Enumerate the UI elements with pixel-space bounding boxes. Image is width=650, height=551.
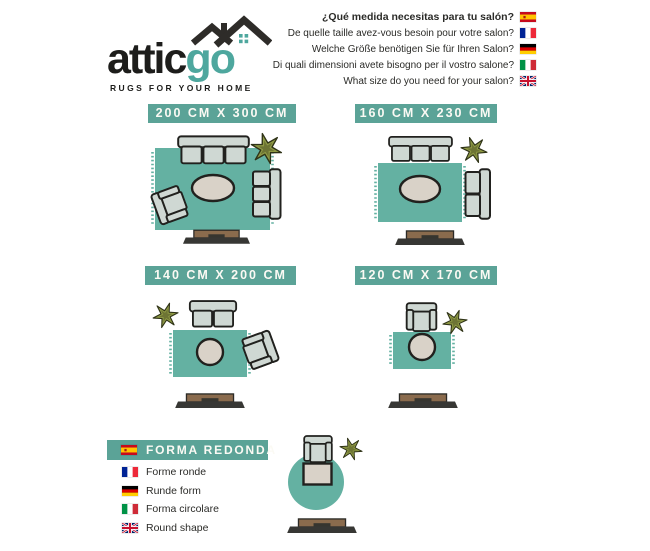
flag-france-icon <box>122 467 138 477</box>
coffee-table-icon <box>400 176 440 202</box>
coffee-table-icon <box>192 175 234 201</box>
translation-text: Round shape <box>146 521 209 534</box>
flag-france-icon <box>520 28 536 38</box>
brand-tagline: RUGS FOR YOUR HOME <box>110 83 253 93</box>
room-illustration-round <box>280 425 400 551</box>
tv-stand-icon <box>183 230 250 244</box>
plant-icon <box>151 302 180 329</box>
tv-stand-icon <box>388 394 458 408</box>
translation-english <box>122 519 219 538</box>
tv-stand-icon <box>395 231 465 245</box>
room-illustration-200x300 <box>140 125 305 255</box>
translation-text: Forma circolare <box>146 503 219 516</box>
plant-icon <box>441 309 469 334</box>
coffee-table-icon <box>409 334 435 360</box>
size-banner-120x170: 120 CM X 170 CM <box>355 266 497 285</box>
question-text: De quelle taille avez-vous besoin pour votre salon? <box>287 27 514 39</box>
room-illustration-160x230 <box>348 125 513 255</box>
language-questions <box>256 9 536 89</box>
question-french <box>256 25 536 41</box>
flag-spain-icon <box>520 12 536 22</box>
sofa-side-icon <box>466 169 491 219</box>
round-shape-title: FORMA REDONDA <box>146 443 277 457</box>
translation-french <box>122 463 219 482</box>
question-text: Di quali dimensioni avete bisogno per il vostro salone? <box>272 59 514 71</box>
question-spanish <box>256 9 536 25</box>
armchair-icon <box>407 303 437 331</box>
table-icon <box>304 464 332 485</box>
question-italian <box>256 57 536 73</box>
size-banner-200x300: 200 CM X 300 CM <box>148 104 296 123</box>
coffee-table-icon <box>197 339 223 365</box>
brand-go: go <box>185 35 234 83</box>
translation-german <box>122 482 219 501</box>
flag-uk-icon <box>122 523 138 533</box>
question-text: ¿Qué medida necesitas para tu salón? <box>322 11 514 23</box>
flag-uk-icon <box>520 76 536 86</box>
room-illustration-140x200 <box>140 285 305 415</box>
sofa-icon <box>178 136 249 163</box>
flag-spain-icon <box>121 445 137 455</box>
plant-icon <box>338 437 364 461</box>
flag-italy-icon <box>520 60 536 70</box>
question-text: Welche Größe benötigen Sie für Ihren Salon? <box>311 43 514 55</box>
room-illustration-120x170 <box>348 285 513 415</box>
question-text: What size do you need for your salon? <box>343 75 514 87</box>
question-german <box>256 41 536 57</box>
round-shape-banner <box>107 440 277 460</box>
tv-stand-icon <box>175 394 245 408</box>
sofa-icon <box>190 301 236 326</box>
tv-stand-icon <box>287 519 357 533</box>
sofa-icon <box>389 137 452 161</box>
question-english <box>256 73 536 89</box>
sofa-side-icon <box>253 169 281 219</box>
flag-germany-icon <box>122 486 138 496</box>
brand-wordmark <box>107 35 234 83</box>
plant-icon <box>459 136 489 163</box>
round-shape-translations <box>122 463 219 537</box>
flag-germany-icon <box>520 44 536 54</box>
translation-italian <box>122 500 219 519</box>
brand-attic: attic <box>107 35 186 83</box>
armchair-icon <box>304 436 332 462</box>
translation-text: Forme ronde <box>146 466 207 479</box>
flag-italy-icon <box>122 504 138 514</box>
size-banner-160x230: 160 CM X 230 CM <box>355 104 497 123</box>
size-banner-140x200: 140 CM X 200 CM <box>145 266 296 285</box>
translation-text: Runde form <box>146 484 201 497</box>
